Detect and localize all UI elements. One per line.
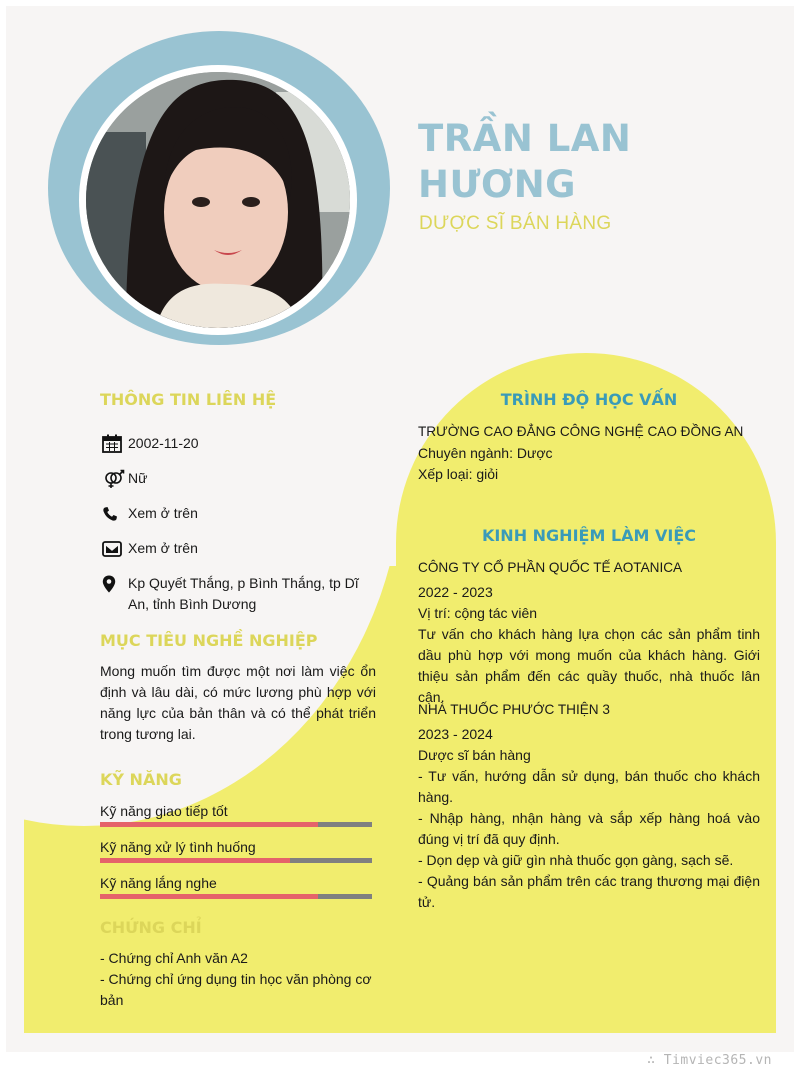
contact-gender — [102, 468, 376, 489]
skill-label: Kỹ năng giao tiếp tốt — [100, 803, 228, 819]
contact-section-title: THÔNG TIN LIÊN HỆ — [100, 390, 277, 409]
contact-birthdate — [102, 433, 376, 454]
avatar — [86, 72, 350, 328]
objective-section-title: MỤC TIÊU NGHỀ NGHIỆP — [100, 631, 318, 650]
skill-label: Kỹ năng xử lý tình huống — [100, 839, 256, 855]
certificates-section-title: CHỨNG CHỈ — [100, 918, 202, 937]
contact-email — [102, 538, 376, 559]
calendar-icon — [102, 433, 128, 454]
job-position: Dược sĩ bán hàng — [418, 747, 531, 763]
contact-address — [102, 573, 376, 615]
skill-bar-fill — [100, 858, 290, 863]
skills-section-title: KỸ NĂNG — [100, 770, 182, 789]
skill-item — [100, 873, 372, 899]
contact-phone — [102, 503, 376, 524]
email-icon — [102, 538, 128, 559]
education-grade: Xếp loại: giỏi — [418, 466, 499, 482]
skill-item — [100, 837, 372, 863]
skill-bar — [100, 822, 372, 827]
skill-bar — [100, 894, 372, 899]
gender-icon — [102, 468, 128, 489]
phone-icon — [102, 503, 128, 524]
objective-text: Mong muốn tìm được một nơi làm việc ổn định và lâu dài, có mức lương phù hợp với năng lực của bản thân và có thể phát triển trong tương lai. — [100, 663, 376, 742]
skill-bar-fill — [100, 822, 318, 827]
email-value: Xem ở trên — [128, 540, 198, 556]
job-period: 2022 - 2023 — [418, 584, 493, 600]
candidate-job-title: DƯỢC SĨ BÁN HÀNG — [419, 213, 612, 234]
certificate-item: - Chứng chỉ ứng dụng tin học văn phòng cơ bản — [100, 971, 372, 1008]
cv-page — [6, 6, 794, 1052]
certificate-item: - Chứng chỉ Anh văn A2 — [100, 950, 248, 966]
education-school: TRƯỜNG CAO ĐẲNG CÔNG NGHỆ CAO ĐỒNG AN — [418, 424, 744, 439]
watermark: ∴ Timviec365.vn — [647, 1053, 772, 1068]
portrait-illustration — [86, 72, 350, 328]
job-company: CÔNG TY CỔ PHẦN QUỐC TẾ AOTANICA — [418, 560, 683, 575]
job-period: 2023 - 2024 — [418, 726, 493, 742]
location-pin-icon — [102, 573, 128, 594]
skill-bar-fill — [100, 894, 318, 899]
job-position: Vị trí: cộng tác viên — [418, 605, 538, 621]
birthdate-value: 2002-11-20 — [128, 435, 199, 451]
gender-value: Nữ — [128, 470, 148, 486]
education-section-title: TRÌNH ĐỘ HỌC VẤN — [500, 390, 678, 409]
job-description: Tư vấn cho khách hàng lựa chọn các sản phẩm tinh dầu phù hợp với mong muốn của khách hàng. Giới thiệu sản phẩm đến các quầy thuốc, nhà thuốc lân cận. — [418, 626, 760, 705]
job-duty: - Nhập hàng, nhận hàng và sắp xếp hàng hoá vào đúng vị trí đã quy định. — [418, 810, 760, 847]
candidate-name: TRẦN LAN HƯƠNG — [418, 117, 632, 206]
job-duty: - Quảng bán sản phẩm trên các trang thương mại điện tử. — [418, 873, 760, 910]
experience-section-title: KINH NGHIỆM LÀM VIỆC — [481, 526, 697, 545]
skill-label: Kỹ năng lắng nghe — [100, 875, 217, 891]
address-value: Kp Quyết Thắng, p Bình Thắng, tp Dĩ An, tỉnh Bình Dương — [128, 575, 359, 612]
education-major: Chuyên ngành: Dược — [418, 445, 553, 461]
skill-bar — [100, 858, 372, 863]
job-company: NHÀ THUỐC PHƯỚC THIỆN 3 — [418, 702, 610, 717]
job-duty: - Dọn dẹp và giữ gìn nhà thuốc gọn gàng, sạch sẽ. — [418, 852, 734, 868]
job-duty: - Tư vấn, hướng dẫn sử dụng, bán thuốc cho khách hàng. — [418, 768, 760, 805]
skill-item — [100, 801, 372, 827]
phone-value: Xem ở trên — [128, 505, 198, 521]
